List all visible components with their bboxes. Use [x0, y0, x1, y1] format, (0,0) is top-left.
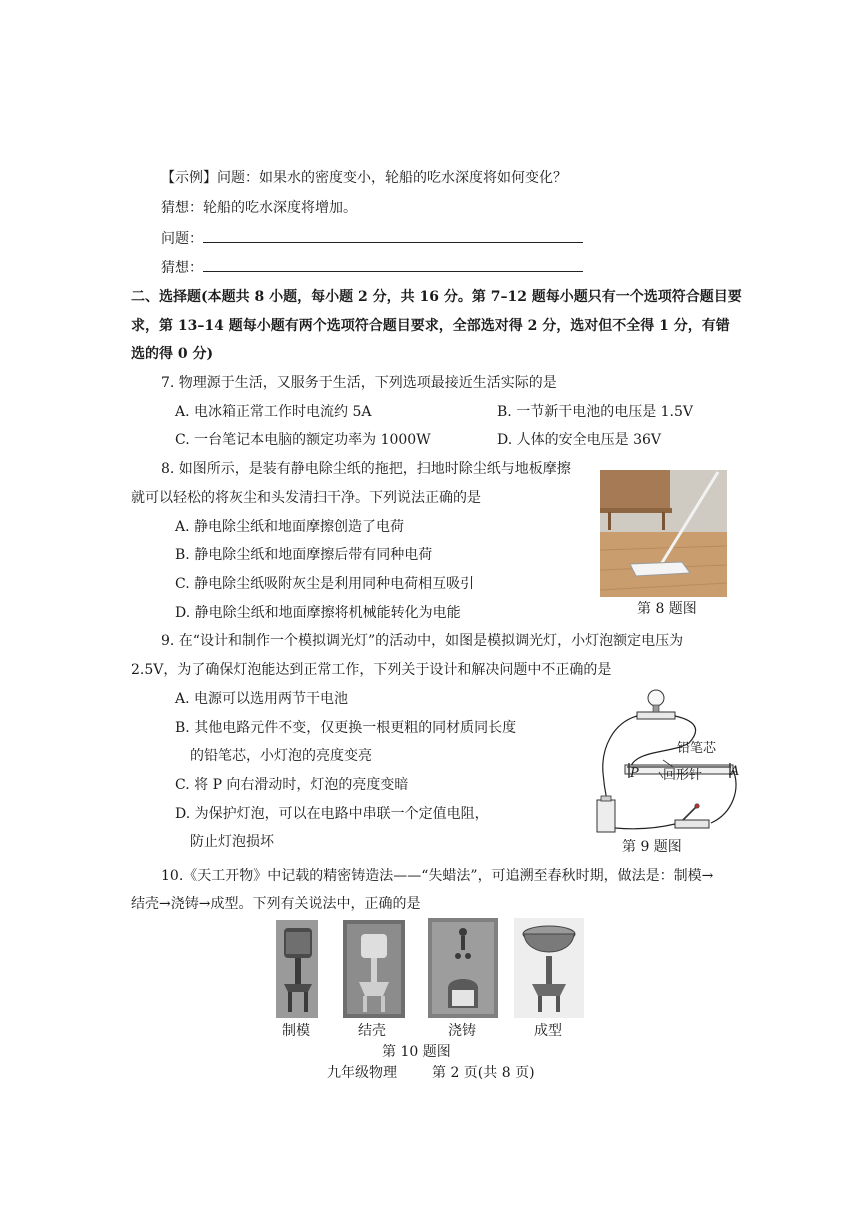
footer-subject: 九年级物理	[327, 1065, 397, 1081]
answer-guess-label: 猜想：	[161, 260, 203, 276]
q9-option-d-line1: D. 为保护灯泡，可以在电路中串联一个定值电阻，	[175, 806, 489, 822]
q10-stem-line2: 结壳→浇铸→成型。下列有关说法中，正确的是	[131, 896, 421, 912]
example-guess: 猜想：轮船的吃水深度将增加。	[161, 200, 357, 216]
q10-step-label-casting: 浇铸	[448, 1023, 476, 1039]
q8-option-c: C. 静电除尘纸吸附灰尘是利用同种电荷相互吸引	[175, 576, 475, 592]
section2-header-line2: 求，第 13–14 题每小题有两个选项符合题目要求，全部选对得 2 分，选对但不全得 1 分，有错	[131, 318, 730, 334]
q9-option-b-line2: 的铅笔芯，小灯泡的亮度变亮	[190, 748, 372, 764]
answer-question-row	[161, 228, 583, 249]
q9-label-a: A	[730, 764, 740, 779]
example-question: 【示例】问题：如果水的密度变小，轮船的吃水深度将如何变化？	[161, 170, 567, 186]
q10-photo-finished	[514, 918, 584, 1018]
answer-guess-row	[161, 257, 583, 278]
q10-step-label-mold: 制模	[282, 1023, 310, 1039]
q8-option-a: A. 静电除尘纸和地面摩擦创造了电荷	[175, 519, 405, 535]
q8-figure-caption: 第 8 题图	[637, 601, 697, 617]
q8-option-b: B. 静电除尘纸和地面摩擦后带有同种电荷	[175, 547, 433, 563]
q10-step-label-shell: 结壳	[358, 1023, 386, 1039]
q8-stem-line1: 8. 如图所示，是装有静电除尘纸的拖把，扫地时除尘纸与地板摩擦	[161, 461, 571, 477]
section2-header-line1: 二、选择题(本题共 8 小题，每小题 2 分，共 16 分。第 7–12 题每小题只有一个选项符合题目要	[131, 289, 742, 305]
q9-option-b-line1: B. 其他电路元件不变，仅更换一根更粗的同材质同长度	[175, 720, 517, 736]
q7-option-a: A. 电冰箱正常工作时电流约 5A	[175, 404, 372, 420]
q10-photo-shell	[343, 920, 405, 1018]
q10-photo-casting	[428, 918, 498, 1018]
q8-option-d: D. 静电除尘纸和地面摩擦将机械能转化为电能	[175, 605, 461, 621]
q7-option-b: B. 一节新干电池的电压是 1.5V	[497, 404, 694, 420]
q9-label-clip: 回形针	[663, 768, 703, 783]
q9-figure-caption: 第 9 题图	[622, 839, 682, 855]
section2-header-line3: 选的得 0 分)	[131, 346, 214, 362]
answer-question-blank[interactable]	[203, 228, 583, 243]
q7-option-d: D. 人体的安全电压是 36V	[497, 432, 662, 448]
q9-stem-line1: 9. 在“设计和制作一个模拟调光灯”的活动中，如图是模拟调光灯，小灯泡额定电压为	[161, 633, 684, 649]
q8-stem-line2: 就可以轻松的将灰尘和头发清扫干净。下列说法正确的是	[131, 490, 481, 506]
q9-stem-line2: 2.5V，为了确保灯泡能达到正常工作，下列关于设计和解决问题中不正确的是	[131, 662, 612, 678]
q7-option-c: C. 一台笔记本电脑的额定功率为 1000W	[175, 432, 431, 448]
q9-label-p: P	[630, 766, 639, 781]
answer-guess-blank[interactable]	[203, 257, 583, 272]
answer-question-label: 问题：	[161, 231, 203, 247]
q9-circuit-diagram	[593, 688, 743, 838]
q9-label-pencil-lead: 铅笔芯	[677, 741, 717, 756]
q9-option-d-line2: 防止灯泡损坏	[190, 834, 274, 850]
q10-stem-line1: 10.《天工开物》中记载的精密铸造法——“失蜡法”，可追溯至春秋时期，做法是：制模→	[161, 868, 714, 884]
footer-page-number: 第 2 页(共 8 页)	[432, 1065, 535, 1081]
q10-figure-caption: 第 10 题图	[382, 1044, 451, 1060]
q10-photo-mold	[276, 920, 318, 1018]
q7-stem: 7. 物理源于生活，又服务于生活，下列选项最接近生活实际的是	[161, 375, 557, 391]
q9-option-c: C. 将 P 向右滑动时，灯泡的亮度变暗	[175, 777, 409, 793]
q9-option-a: A. 电源可以选用两节干电池	[175, 691, 349, 707]
q10-step-label-finished: 成型	[534, 1023, 562, 1039]
q8-mop-photo	[600, 470, 727, 597]
